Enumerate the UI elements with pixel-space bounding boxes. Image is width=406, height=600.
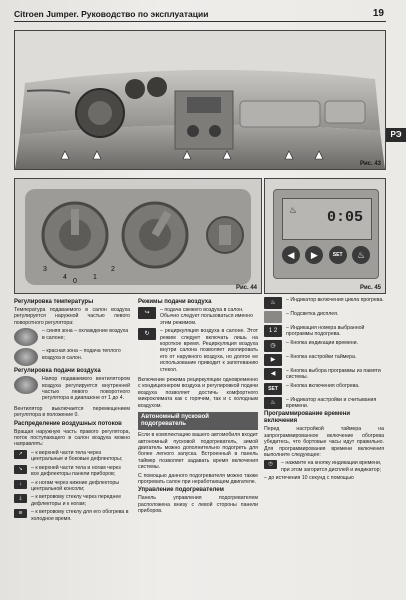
text-recirculation-ac: Включение режима рециркуляции одновременно с кондиционером воздуха и регулировкой подачи воздуха позволяет достичь комфортного микроклимата как с горячим, так и с холодным воздухом.: [138, 377, 258, 409]
text-temperature: Температура подаваемого в салон воздуха регулируется наружной частью левого поворотного регулятора:: [14, 307, 130, 326]
vent-windshield-feet-icon: ⤓: [14, 494, 27, 503]
knob-mark-3: 3: [43, 266, 47, 273]
heading-temperature: Регулировка температуры: [14, 299, 94, 305]
heading-heater-control: Управление подогревателем: [138, 487, 224, 494]
arrow-left-icon: ◀: [264, 368, 282, 380]
recirculation-icon: ↻: [138, 328, 156, 340]
item-program-number: 1 2 – Индикация номера выбранной программы подогрева.: [264, 325, 384, 338]
figure-43-caption: Рис. 43: [359, 161, 381, 167]
set-button[interactable]: SET: [329, 246, 347, 264]
column-2: [138, 297, 258, 517]
display-indicator-icon: ♨: [289, 205, 298, 215]
header-title: Citroen Jumper. Руководство по эксплуатации: [14, 9, 209, 19]
heading-air-distribution: Распределение воздушных потоков: [14, 420, 122, 427]
text-fan-off: Вентилятор выключается перемещением регулятора в положение 0.: [14, 405, 130, 419]
knob-mark-0: 0: [73, 278, 77, 285]
item-step-1: ◷ – нажмите на кнопку индикации времени, при этом загорится дисплей и индикатор;: [264, 460, 384, 473]
column-1: [14, 297, 130, 524]
heater-cycle-icon: ♨: [264, 297, 282, 309]
text-air-distribution: Вращая наружную часть правого регулятора, поток поступающего в салон воздуха можно направлять:: [14, 428, 130, 448]
item-backlight: – Подсветка дисплея.: [264, 311, 384, 323]
item-cycle-indicator: ♨ – Индикатор включения цикла прогрева.: [264, 297, 384, 309]
figure-45-caption: Рис. 45: [359, 285, 381, 291]
heating-on-button[interactable]: ♨: [352, 246, 370, 264]
clock-icon: ◷: [264, 460, 277, 469]
knob-mark-1: 1: [93, 274, 97, 281]
defrost-icon: ≋: [14, 509, 27, 518]
knob-fan-image: [14, 376, 38, 394]
page-header: [14, 8, 384, 22]
item-dist-upper: ↗ – к верхней части тела через центральные и боковые дефлекторы;: [14, 450, 130, 463]
figure-heater-panel: [264, 178, 386, 294]
language-tab: РЭ: [386, 128, 406, 142]
set-icon: SET: [264, 383, 282, 395]
dashboard-photo: [15, 31, 385, 169]
item-fresh-air: ↪ – подача свежего воздуха в салон. Обычно следует пользоваться именно этим режимом.: [138, 307, 258, 326]
fresh-air-icon: ↪: [138, 307, 156, 319]
text-heater-cabin: С помощью данного подогревателя можно также прогревать салон при неработающем двигателе.: [138, 472, 258, 485]
program-select-button[interactable]: ◀: [282, 246, 300, 264]
climate-knobs-photo: [15, 179, 261, 293]
item-dist-feet: ↓ – к ногам через нижние дефлекторы центральной консоли;: [14, 480, 130, 493]
text-heater-intro: Если в комплектацию вашего автомобиля входит автономный пусковой подогреватель, зимой двигатель можно дополнительно подогреть для более легкого запуска. Встроенный в панель таймер позволяет задавать время включения системы.: [138, 432, 258, 471]
item-dist-upper-feet: ↘ – к верхней части тела и ногам через все дефлекторы панели приборов;: [14, 465, 130, 478]
knob-mark-4: 4: [63, 274, 67, 281]
item-dist-windshield-feet: ⤓ – к ветровому стеклу через переднее дефлекторы и к ногам;: [14, 494, 130, 507]
heading-air-supply: Регулировка подачи воздуха: [14, 368, 101, 375]
clock-icon: ◷: [264, 340, 282, 352]
column-3: [264, 297, 384, 484]
heading-programming: Программирование времени включения: [264, 411, 351, 425]
vent-face-icon: ↗: [14, 450, 27, 459]
item-recirculation: ↻ – рециркуляция воздуха в салоне. Этот режим следует включать лишь на короткое время. Рециркуляция воздуха внутри салона позволяет изолировать его от наружного воздуха, но долгое ее использование приводит к запотеванию стекол.: [138, 328, 258, 375]
text-programming: Перед настройкой таймера на запрограммированное включение обогрева убедитесь, что бортовые часы идут правильно. Для программирования времени включения выполните следующее:: [264, 426, 384, 459]
item-timer-button: ▶ – Кнопка настройки таймера.: [264, 354, 384, 366]
item-blue-zone: – синяя зона – охлаждение воздуха в салоне;: [14, 328, 130, 346]
program-number-icon: 1 2: [264, 325, 282, 337]
item-dist-windshield: ≋ – к ветровому стеклу для его обогрева в холодное время.: [14, 509, 130, 522]
item-program-button: ◀ – Кнопка выбора программы из памяти системы.: [264, 368, 384, 381]
timer-set-button[interactable]: ▶: [305, 246, 323, 264]
heading-air-modes: Режимы подачи воздуха: [138, 299, 212, 305]
heater-display: [282, 198, 372, 240]
page-number: 19: [372, 8, 384, 19]
figure-44-caption: Рис. 44: [235, 285, 257, 291]
arrow-right-icon: ▶: [264, 354, 282, 366]
item-time-button: ◷ – Кнопка индикации времени.: [264, 340, 384, 352]
item-step-2: – до истечения 10 секунд с помощью: [264, 475, 354, 482]
knob-red-zone-image: [14, 348, 38, 366]
knob-blue-zone-image: [14, 328, 38, 346]
text-heater-location: Панель управления подогревателем расположена внизу с левой стороны панели приборов.: [138, 495, 258, 515]
item-time-indicator: ♨ – Индикатор настройки и считывания времени.: [264, 397, 384, 410]
backlight-icon: [264, 311, 282, 323]
heating-on-icon: ♨: [264, 397, 282, 409]
figure-dashboard: [14, 30, 386, 170]
heater-panel: [273, 189, 379, 279]
figure-climate-knobs: [14, 178, 262, 294]
vent-face-feet-icon: ↘: [14, 465, 27, 474]
section-band-heater: Автономный пусковой подогреватель: [138, 412, 258, 430]
vent-feet-icon: ↓: [14, 480, 27, 489]
heater-buttons: [282, 246, 370, 266]
item-set-button: SET – Кнопка включения обогрева.: [264, 383, 384, 395]
knob-mark-2: 2: [111, 266, 115, 273]
display-time: 0:05: [326, 209, 363, 226]
header-rule: [14, 21, 386, 22]
item-red-zone: – красная зона – подача теплого воздуха в салон.: [14, 348, 130, 366]
item-fan-speed: Напор подаваемого вентилятором воздуха регулируется внутренней частью левого поворотного регулятора в диапазоне от 1 до 4.: [14, 376, 130, 404]
